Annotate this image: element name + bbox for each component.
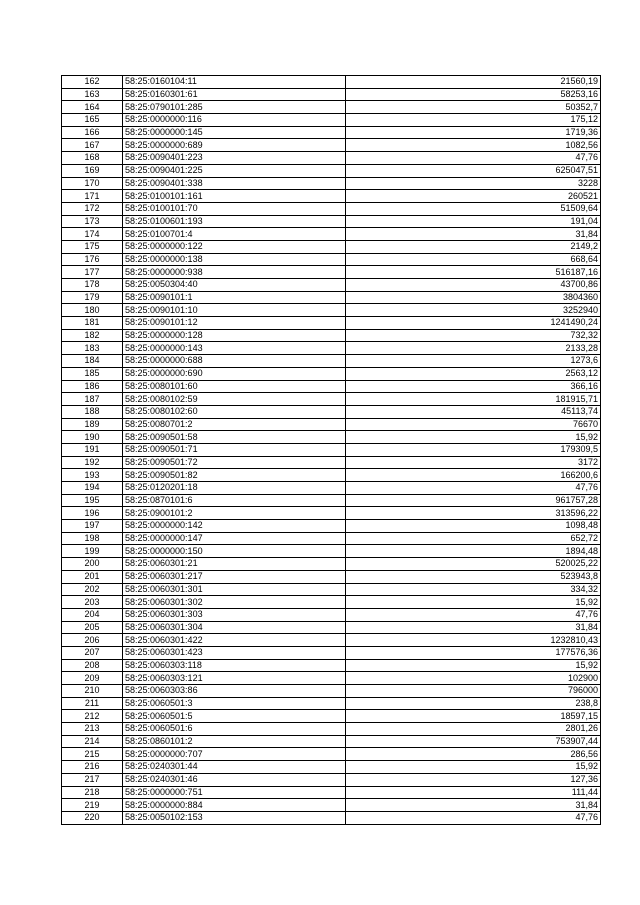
row-number-cell: 199: [62, 545, 123, 558]
table-row: [62, 114, 601, 127]
value-cell: 668,64: [346, 253, 601, 266]
cadastral-number-cell: 58:25:0060303:86: [123, 685, 346, 698]
value-cell: 51509,64: [346, 202, 601, 215]
value-cell: 961757,28: [346, 494, 601, 507]
cadastral-number-cell: 58:25:0120201:18: [123, 482, 346, 495]
value-cell: 179309,5: [346, 443, 601, 456]
row-number-cell: 205: [62, 621, 123, 634]
row-number-cell: 197: [62, 520, 123, 533]
table-row: [62, 558, 601, 571]
cadastral-number-cell: 58:25:0000000:689: [123, 139, 346, 152]
row-number-cell: 192: [62, 456, 123, 469]
value-cell: 3172: [346, 456, 601, 469]
value-cell: 796000: [346, 685, 601, 698]
table-row: [62, 164, 601, 177]
value-cell: 1082,56: [346, 139, 601, 152]
table-row: [62, 494, 601, 507]
value-cell: 111,44: [346, 786, 601, 799]
row-number-cell: 213: [62, 723, 123, 736]
cadastral-number-cell: 58:25:0000000:147: [123, 532, 346, 545]
table-row: [62, 570, 601, 583]
value-cell: 31,84: [346, 228, 601, 241]
table-row: [62, 380, 601, 393]
row-number-cell: 164: [62, 101, 123, 114]
cadastral-number-cell: 58:25:0000000:884: [123, 799, 346, 812]
table-row: [62, 418, 601, 431]
value-cell: 127,36: [346, 773, 601, 786]
cadastral-number-cell: 58:25:0090501:82: [123, 469, 346, 482]
table-row: [62, 545, 601, 558]
cadastral-number-cell: 58:25:0000000:138: [123, 253, 346, 266]
cadastral-number-cell: 58:25:0160104:11: [123, 76, 346, 89]
row-number-cell: 214: [62, 735, 123, 748]
cadastral-number-cell: 58:25:0060301:422: [123, 634, 346, 647]
row-number-cell: 163: [62, 88, 123, 101]
table-row: [62, 291, 601, 304]
cadastral-number-cell: 58:25:0100101:161: [123, 190, 346, 203]
cadastral-number-cell: 58:25:0060501:3: [123, 697, 346, 710]
cadastral-number-cell: 58:25:0000000:142: [123, 520, 346, 533]
row-number-cell: 209: [62, 672, 123, 685]
table-row: [62, 355, 601, 368]
value-cell: 732,32: [346, 329, 601, 342]
row-number-cell: 166: [62, 126, 123, 139]
cadastral-number-cell: 58:25:0100601:193: [123, 215, 346, 228]
table-row: [62, 646, 601, 659]
cadastral-number-cell: 58:25:0000000:938: [123, 266, 346, 279]
row-number-cell: 185: [62, 367, 123, 380]
cadastral-number-cell: 58:25:0060301:21: [123, 558, 346, 571]
row-number-cell: 174: [62, 228, 123, 241]
table-row: [62, 723, 601, 736]
cadastral-number-cell: 58:25:0060501:6: [123, 723, 346, 736]
cadastral-number-cell: 58:25:0000000:751: [123, 786, 346, 799]
cadastral-number-cell: 58:25:0000000:688: [123, 355, 346, 368]
value-cell: 102900: [346, 672, 601, 685]
value-cell: 15,92: [346, 596, 601, 609]
value-cell: 166200,6: [346, 469, 601, 482]
table-row: [62, 431, 601, 444]
value-cell: 45113,74: [346, 405, 601, 418]
value-cell: 523943,8: [346, 570, 601, 583]
row-number-cell: 167: [62, 139, 123, 152]
table-row: [62, 735, 601, 748]
value-cell: 3252940: [346, 304, 601, 317]
cadastral-number-cell: 58:25:0060501:5: [123, 710, 346, 723]
table-row: [62, 279, 601, 292]
row-number-cell: 177: [62, 266, 123, 279]
row-number-cell: 215: [62, 748, 123, 761]
cadastral-number-cell: 58:25:0080102:59: [123, 393, 346, 406]
row-number-cell: 207: [62, 646, 123, 659]
value-cell: 21560,19: [346, 76, 601, 89]
table-row: [62, 342, 601, 355]
table-row: [62, 405, 601, 418]
row-number-cell: 210: [62, 685, 123, 698]
cadastral-number-cell: 58:25:0000000:122: [123, 240, 346, 253]
value-cell: 2801,26: [346, 723, 601, 736]
value-cell: 50352,7: [346, 101, 601, 114]
row-number-cell: 195: [62, 494, 123, 507]
cadastral-number-cell: 58:25:0090401:225: [123, 164, 346, 177]
cadastral-number-cell: 58:25:0090401:223: [123, 152, 346, 165]
row-number-cell: 217: [62, 773, 123, 786]
row-number-cell: 168: [62, 152, 123, 165]
value-cell: 238,8: [346, 697, 601, 710]
row-number-cell: 183: [62, 342, 123, 355]
row-number-cell: 184: [62, 355, 123, 368]
row-number-cell: 200: [62, 558, 123, 571]
value-cell: 2133,28: [346, 342, 601, 355]
value-cell: 1273,6: [346, 355, 601, 368]
cadastral-number-cell: 58:25:0240301:44: [123, 761, 346, 774]
row-number-cell: 193: [62, 469, 123, 482]
row-number-cell: 194: [62, 482, 123, 495]
value-cell: 3804360: [346, 291, 601, 304]
value-cell: 47,76: [346, 608, 601, 621]
value-cell: 58253,16: [346, 88, 601, 101]
row-number-cell: 218: [62, 786, 123, 799]
row-number-cell: 181: [62, 317, 123, 330]
row-number-cell: 208: [62, 659, 123, 672]
cadastral-number-cell: 58:25:0240301:46: [123, 773, 346, 786]
row-number-cell: 196: [62, 507, 123, 520]
row-number-cell: 172: [62, 202, 123, 215]
value-cell: 2563,12: [346, 367, 601, 380]
row-number-cell: 203: [62, 596, 123, 609]
table-row: [62, 748, 601, 761]
row-number-cell: 212: [62, 710, 123, 723]
cadastral-number-cell: 58:25:0000000:143: [123, 342, 346, 355]
table-row: [62, 317, 601, 330]
value-cell: 520025,22: [346, 558, 601, 571]
table-row: [62, 685, 601, 698]
value-cell: 177576,36: [346, 646, 601, 659]
table-row: [62, 482, 601, 495]
value-cell: 1241490,24: [346, 317, 601, 330]
row-number-cell: 202: [62, 583, 123, 596]
table-row: [62, 367, 601, 380]
table-row: [62, 152, 601, 165]
row-number-cell: 219: [62, 799, 123, 812]
value-cell: 31,84: [346, 621, 601, 634]
row-number-cell: 216: [62, 761, 123, 774]
value-cell: 31,84: [346, 799, 601, 812]
cadastral-value-table: [61, 75, 601, 825]
row-number-cell: 176: [62, 253, 123, 266]
cadastral-number-cell: 58:25:0000000:128: [123, 329, 346, 342]
row-number-cell: 189: [62, 418, 123, 431]
table-row: [62, 697, 601, 710]
value-cell: 47,76: [346, 482, 601, 495]
table-row: [62, 469, 601, 482]
value-cell: 175,12: [346, 114, 601, 127]
table-row: [62, 634, 601, 647]
cadastral-number-cell: 58:25:0080701:2: [123, 418, 346, 431]
table-row: [62, 329, 601, 342]
cadastral-number-cell: 58:25:0090101:12: [123, 317, 346, 330]
value-cell: 1232810,43: [346, 634, 601, 647]
cadastral-number-cell: 58:25:0900101:2: [123, 507, 346, 520]
cadastral-number-cell: 58:25:0790101:285: [123, 101, 346, 114]
cadastral-number-cell: 58:25:0060301:301: [123, 583, 346, 596]
cadastral-number-cell: 58:25:0060301:303: [123, 608, 346, 621]
row-number-cell: 204: [62, 608, 123, 621]
row-number-cell: 188: [62, 405, 123, 418]
value-cell: 1098,48: [346, 520, 601, 533]
row-number-cell: 211: [62, 697, 123, 710]
value-cell: 15,92: [346, 431, 601, 444]
table-row: [62, 773, 601, 786]
table-row: [62, 672, 601, 685]
table-row: [62, 177, 601, 190]
table-row: [62, 761, 601, 774]
table-row: [62, 101, 601, 114]
value-cell: 625047,51: [346, 164, 601, 177]
cadastral-number-cell: 58:25:0060301:302: [123, 596, 346, 609]
value-cell: 43700,86: [346, 279, 601, 292]
cadastral-number-cell: 58:25:0100701:4: [123, 228, 346, 241]
row-number-cell: 220: [62, 811, 123, 824]
row-number-cell: 190: [62, 431, 123, 444]
table-row: [62, 608, 601, 621]
table-row: [62, 126, 601, 139]
row-number-cell: 162: [62, 76, 123, 89]
table-row: [62, 393, 601, 406]
table-row: [62, 202, 601, 215]
cadastral-number-cell: 58:25:0000000:707: [123, 748, 346, 761]
row-number-cell: 198: [62, 532, 123, 545]
table-row: [62, 621, 601, 634]
row-number-cell: 178: [62, 279, 123, 292]
cadastral-number-cell: 58:25:0060301:304: [123, 621, 346, 634]
row-number-cell: 191: [62, 443, 123, 456]
table-row: [62, 532, 601, 545]
value-cell: 2149,2: [346, 240, 601, 253]
cadastral-number-cell: 58:25:0060301:423: [123, 646, 346, 659]
cadastral-number-cell: 58:25:0000000:116: [123, 114, 346, 127]
cadastral-number-cell: 58:25:0100101:70: [123, 202, 346, 215]
row-number-cell: 173: [62, 215, 123, 228]
value-cell: 15,92: [346, 761, 601, 774]
value-cell: 366,16: [346, 380, 601, 393]
value-cell: 3228: [346, 177, 601, 190]
value-cell: 15,92: [346, 659, 601, 672]
table-row: [62, 253, 601, 266]
value-cell: 181915,71: [346, 393, 601, 406]
table-body: [62, 76, 601, 825]
value-cell: 753907,44: [346, 735, 601, 748]
value-cell: 18597,15: [346, 710, 601, 723]
cadastral-number-cell: 58:25:0080102:60: [123, 405, 346, 418]
value-cell: 47,76: [346, 152, 601, 165]
cadastral-number-cell: 58:25:0090501:72: [123, 456, 346, 469]
cadastral-number-cell: 58:25:0080101:60: [123, 380, 346, 393]
row-number-cell: 206: [62, 634, 123, 647]
cadastral-number-cell: 58:25:0000000:150: [123, 545, 346, 558]
row-number-cell: 201: [62, 570, 123, 583]
value-cell: 47,76: [346, 811, 601, 824]
row-number-cell: 169: [62, 164, 123, 177]
value-cell: 286,56: [346, 748, 601, 761]
table-row: [62, 659, 601, 672]
table-row: [62, 786, 601, 799]
table-row: [62, 799, 601, 812]
value-cell: 313596,22: [346, 507, 601, 520]
table-row: [62, 240, 601, 253]
cadastral-number-cell: 58:25:0090101:10: [123, 304, 346, 317]
cadastral-number-cell: 58:25:0050304:40: [123, 279, 346, 292]
table-row: [62, 76, 601, 89]
cadastral-number-cell: 58:25:0860101:2: [123, 735, 346, 748]
table-row: [62, 139, 601, 152]
row-number-cell: 179: [62, 291, 123, 304]
row-number-cell: 170: [62, 177, 123, 190]
cadastral-number-cell: 58:25:0060301:217: [123, 570, 346, 583]
table-row: [62, 304, 601, 317]
cadastral-number-cell: 58:25:0090501:58: [123, 431, 346, 444]
row-number-cell: 171: [62, 190, 123, 203]
cadastral-number-cell: 58:25:0090101:1: [123, 291, 346, 304]
row-number-cell: 187: [62, 393, 123, 406]
cadastral-number-cell: 58:25:0060303:121: [123, 672, 346, 685]
cadastral-number-cell: 58:25:0060303:118: [123, 659, 346, 672]
row-number-cell: 175: [62, 240, 123, 253]
table-row: [62, 88, 601, 101]
value-cell: 260521: [346, 190, 601, 203]
value-cell: 76670: [346, 418, 601, 431]
table-row: [62, 190, 601, 203]
table-row: [62, 266, 601, 279]
cadastral-number-cell: 58:25:0050102:153: [123, 811, 346, 824]
cadastral-number-cell: 58:25:0000000:690: [123, 367, 346, 380]
value-cell: 652,72: [346, 532, 601, 545]
cadastral-number-cell: 58:25:0090401:338: [123, 177, 346, 190]
cadastral-number-cell: 58:25:0000000:145: [123, 126, 346, 139]
value-cell: 191,04: [346, 215, 601, 228]
table-row: [62, 520, 601, 533]
value-cell: 334,32: [346, 583, 601, 596]
table-row: [62, 456, 601, 469]
row-number-cell: 165: [62, 114, 123, 127]
table-row: [62, 228, 601, 241]
cadastral-number-cell: 58:25:0160301:61: [123, 88, 346, 101]
table-row: [62, 710, 601, 723]
cadastral-number-cell: 58:25:0090501:71: [123, 443, 346, 456]
row-number-cell: 186: [62, 380, 123, 393]
value-cell: 1894,48: [346, 545, 601, 558]
table-row: [62, 583, 601, 596]
row-number-cell: 180: [62, 304, 123, 317]
table-row: [62, 507, 601, 520]
row-number-cell: 182: [62, 329, 123, 342]
table-row: [62, 443, 601, 456]
cadastral-number-cell: 58:25:0870101:6: [123, 494, 346, 507]
value-cell: 516187,16: [346, 266, 601, 279]
table-row: [62, 811, 601, 824]
value-cell: 1719,36: [346, 126, 601, 139]
table-row: [62, 596, 601, 609]
table-row: [62, 215, 601, 228]
